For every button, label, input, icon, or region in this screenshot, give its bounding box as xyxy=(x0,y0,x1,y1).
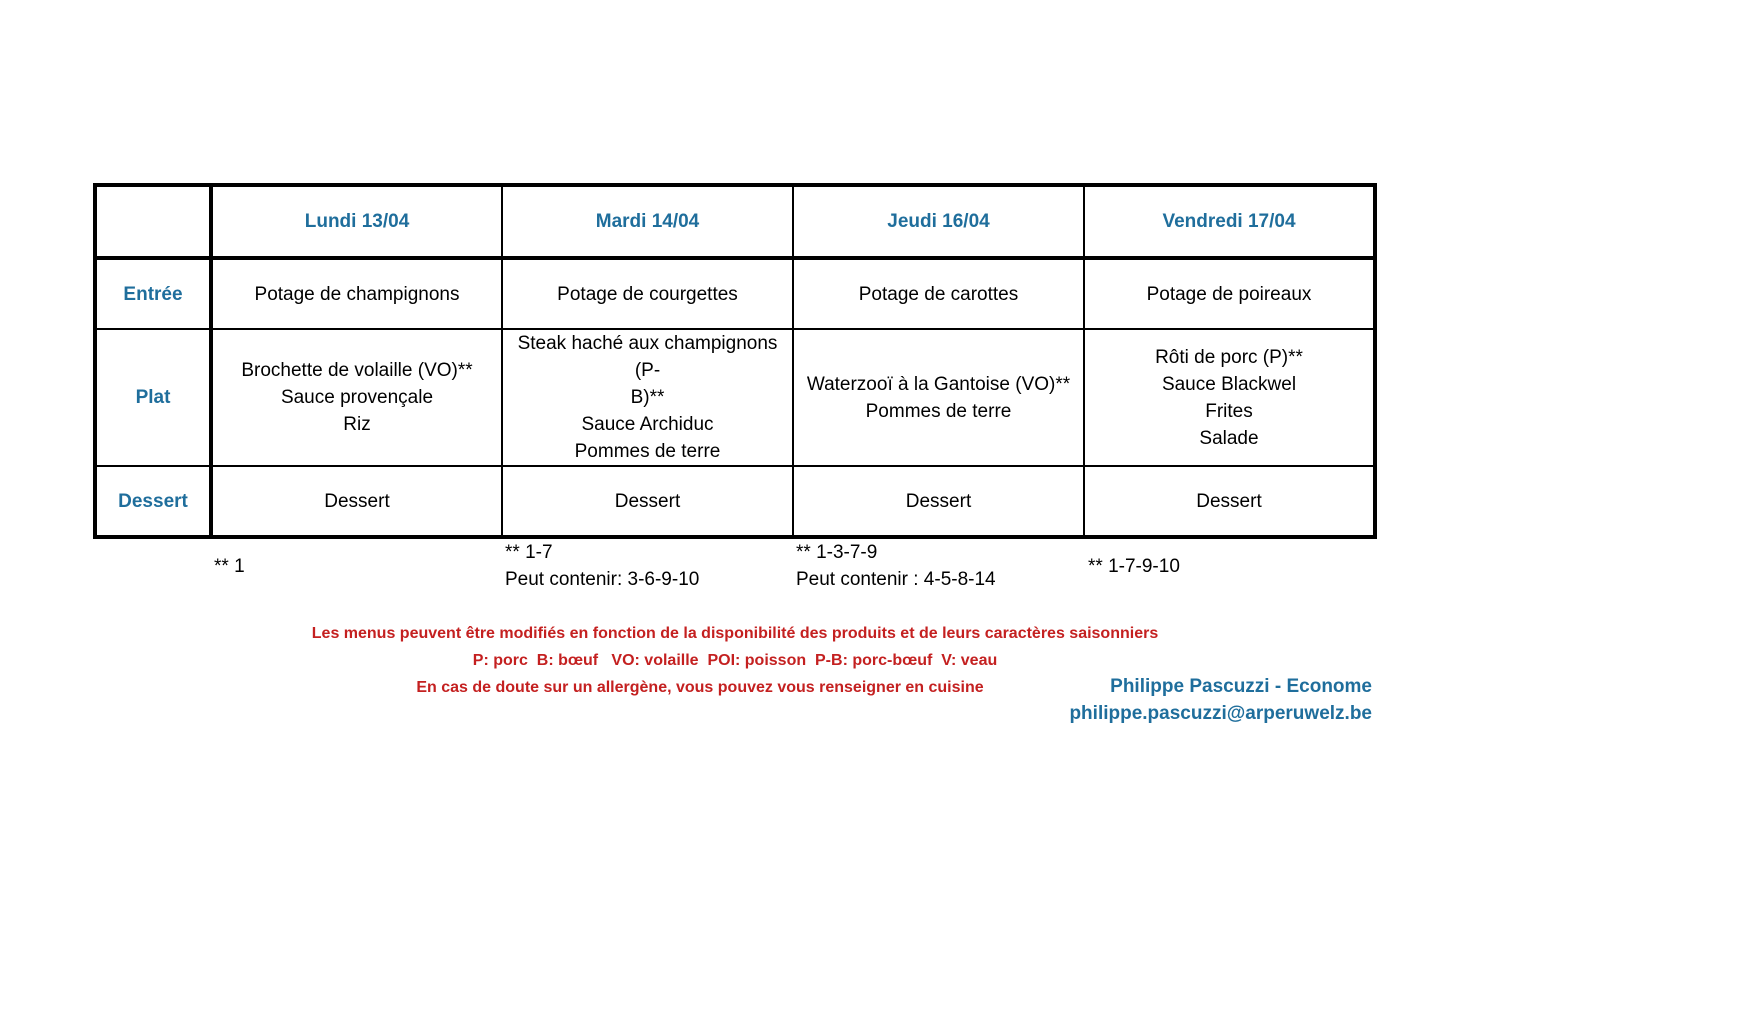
day-header: Lundi 13/04 xyxy=(211,185,502,258)
menu-cell xyxy=(211,466,502,537)
dish-line: Potage de poireaux xyxy=(1146,283,1312,305)
notice-meat-legend: P: porc B: bœuf VO: volaille POI: poisson P-B: porc-bœuf V: veau xyxy=(472,652,998,669)
dish-line: Waterzooï à la Gantoise (VO)** xyxy=(806,373,1071,395)
allergen-note-jeudi xyxy=(796,539,996,593)
menu-cell xyxy=(211,329,502,466)
allergen-main: ** 1 xyxy=(214,556,245,577)
dish-line: Riz xyxy=(343,414,371,435)
dish-line: Dessert xyxy=(905,490,972,512)
dish-line: Rôti de porc (P)** xyxy=(1155,346,1303,368)
menu-table xyxy=(93,183,1377,539)
dish-line: Dessert xyxy=(324,490,390,512)
menu-cell xyxy=(502,258,793,329)
menu-cell xyxy=(793,466,1084,537)
allergen-main: ** 1-3-7-9 xyxy=(796,542,878,563)
dish-line: Sauce Archiduc xyxy=(581,414,714,435)
header-row xyxy=(95,185,1375,258)
menu-cell xyxy=(1084,258,1375,329)
menu-cell xyxy=(502,466,793,537)
dessert-row xyxy=(95,466,1375,537)
dish-line: Salade xyxy=(1199,427,1259,449)
allergen-may-contain: Peut contenir : 4-5-8-14 xyxy=(796,569,996,590)
dish-line: Potage de carottes xyxy=(858,283,1019,305)
menu-cell xyxy=(793,258,1084,329)
day-header: Vendredi 17/04 xyxy=(1084,185,1375,258)
day-header: Jeudi 16/04 xyxy=(793,185,1084,258)
dish-line: Sauce Blackwel xyxy=(1161,373,1297,395)
corner-cell xyxy=(95,185,211,258)
signature-name: Philippe Pascuzzi - Econome xyxy=(1110,676,1372,697)
allergen-may-contain: Peut contenir: 3-6-9-10 xyxy=(505,569,700,590)
dish-line: Dessert xyxy=(1196,490,1262,512)
day-header: Mardi 14/04 xyxy=(502,185,793,258)
menu-cell xyxy=(793,329,1084,466)
dish-line: B)** xyxy=(630,387,665,408)
signature-email[interactable]: philippe.pascuzzi@arperuwelz.be xyxy=(1069,703,1372,724)
row-label-dessert: Dessert xyxy=(95,466,211,537)
allergen-main: ** 1-7-9-10 xyxy=(1088,556,1180,577)
dish-line: Pommes de terre xyxy=(574,441,721,462)
dish-line: Sauce provençale xyxy=(280,387,434,408)
notice-seasonal: Les menus peuvent être modifiés en fonction de la disponibilité des produits et de leurs caractères saisonniers xyxy=(311,625,1159,642)
row-label-entree: Entrée xyxy=(95,258,211,329)
entree-row xyxy=(95,258,1375,329)
menu-cell xyxy=(211,258,502,329)
menu-cell xyxy=(502,329,793,466)
plat-row xyxy=(95,329,1375,466)
notice-allergen: En cas de doute sur un allergène, vous pouvez vous renseigner en cuisine xyxy=(416,679,984,696)
dish-line: Potage de champignons xyxy=(254,283,460,305)
dish-line: Frites xyxy=(1205,400,1253,422)
dish-line: Steak haché aux champignons (P- xyxy=(517,333,778,381)
allergen-note-vendredi xyxy=(1088,553,1180,580)
dish-line: Dessert xyxy=(614,490,681,512)
menu-cell xyxy=(1084,329,1375,466)
allergen-note-lundi xyxy=(214,553,245,580)
allergen-main: ** 1-7 xyxy=(505,542,553,563)
dish-line: Potage de courgettes xyxy=(557,283,738,305)
row-label-plat: Plat xyxy=(95,329,211,466)
menu-cell xyxy=(1084,466,1375,537)
dish-line: Pommes de terre xyxy=(865,400,1012,422)
allergen-note-mardi xyxy=(505,539,699,593)
dish-line: Brochette de volaille (VO)** xyxy=(241,360,473,381)
